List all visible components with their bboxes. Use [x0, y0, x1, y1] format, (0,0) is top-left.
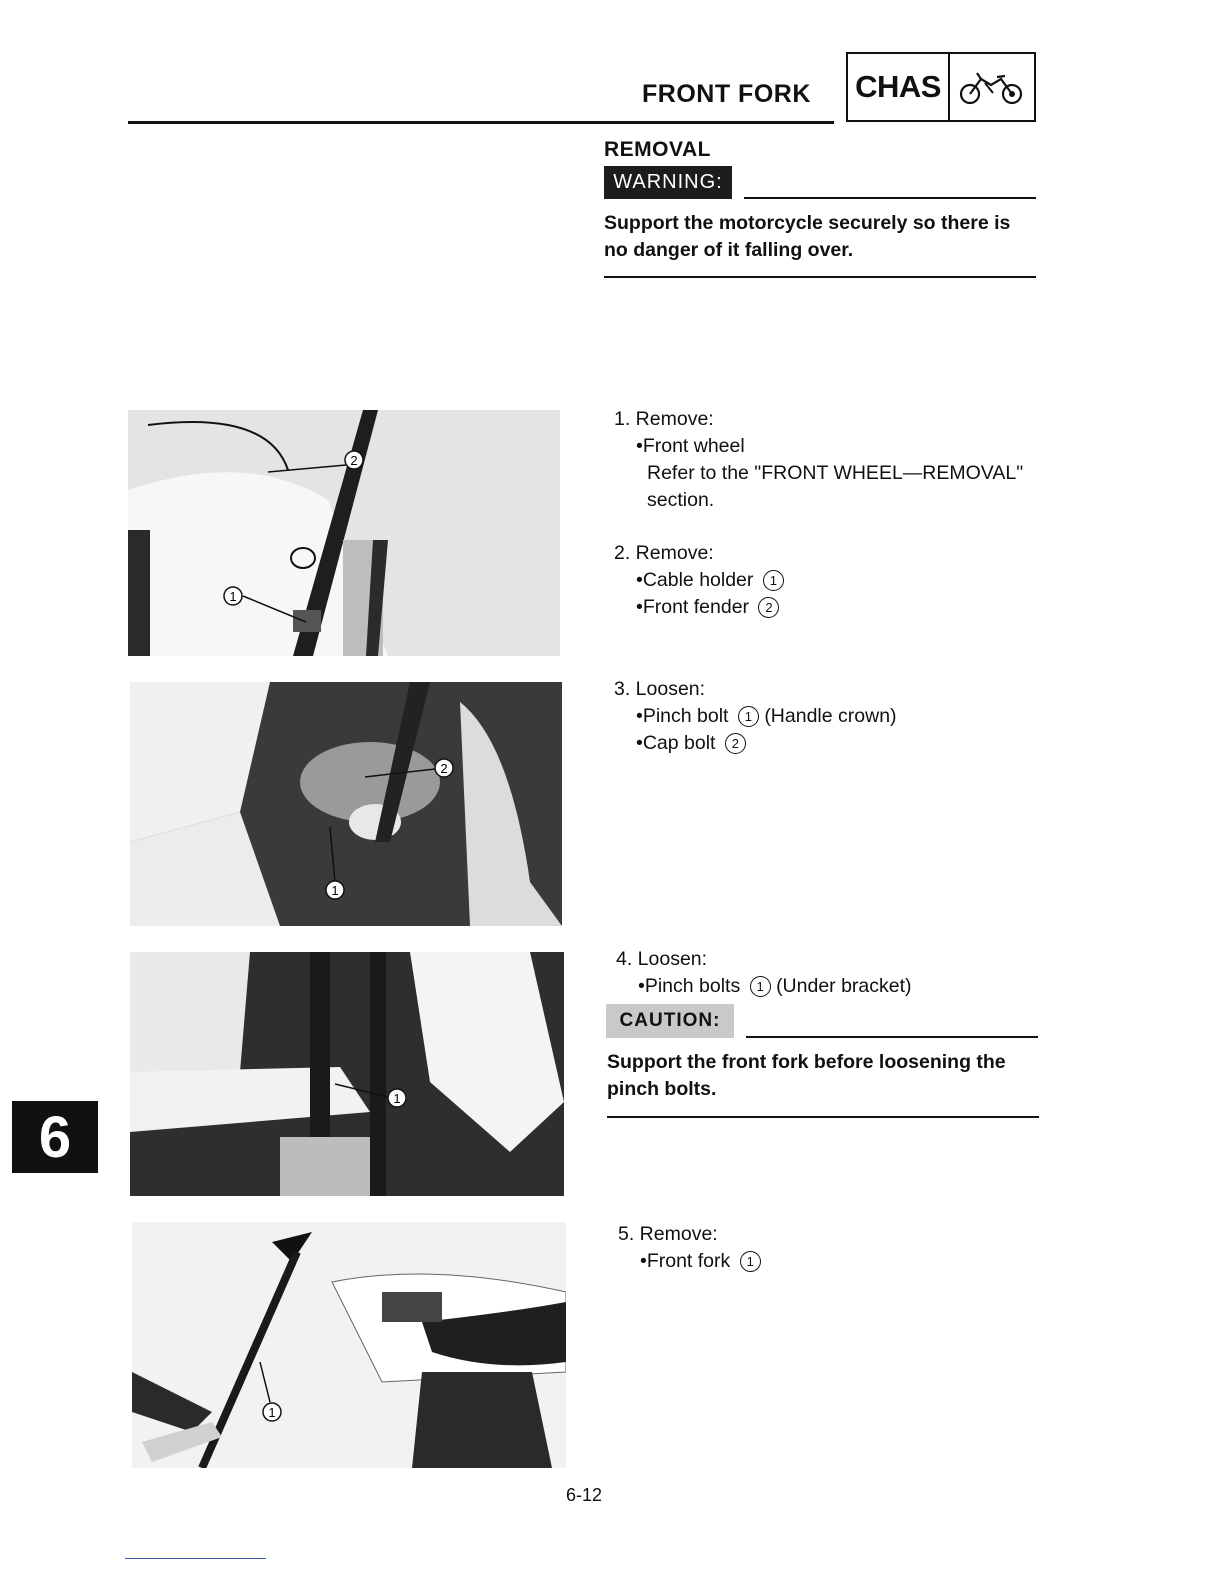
step-5-item-1-label: •Front fork [640, 1250, 731, 1272]
caution-badge: CAUTION: [606, 1004, 734, 1038]
footer-rule [125, 1558, 266, 1559]
step-1-note-1: Refer to the "FRONT WHEEL—REMOVAL" [647, 462, 1024, 484]
step-3 [614, 676, 1044, 757]
warning-text [604, 210, 1044, 264]
step-3-item-2-ref: 2 [725, 733, 746, 754]
warning-line-2: no danger of it falling over. [604, 239, 854, 261]
step-2-title: 2. Remove: [614, 542, 714, 564]
step-5 [618, 1221, 1048, 1275]
chapter-tab: 6 [12, 1101, 98, 1173]
step-4-item-1-ref: 1 [750, 976, 771, 997]
page-title: FRONT FORK [642, 80, 811, 108]
step-5-item-1-ref: 1 [740, 1251, 761, 1272]
photo-front-fork-removal [132, 1222, 566, 1468]
step-2-item-1-ref: 1 [763, 570, 784, 591]
caution-rule [746, 1036, 1038, 1038]
step-4-item-1 [616, 973, 1046, 1000]
step-5-title: 5. Remove: [618, 1223, 718, 1245]
header-rule [128, 121, 834, 124]
step-2-item-2-label: •Front fender [636, 596, 750, 618]
photo1-callout-1: 1 [229, 589, 237, 604]
page-number: 6-12 [566, 1485, 603, 1505]
step-1-note-2: section. [647, 489, 715, 511]
section-heading: REMOVAL [604, 138, 711, 161]
step-4-item-1-label: •Pinch bolts [638, 975, 741, 997]
photo-front-fender [128, 410, 560, 656]
step-3-item-2-label: •Cap bolt [636, 732, 716, 754]
step-5-item-1 [618, 1248, 1048, 1275]
caution-line-2: pinch bolts. [607, 1078, 717, 1100]
step-3-title: 3. Loosen: [614, 678, 706, 700]
photo2-callout-1: 1 [331, 883, 339, 898]
warning-line-1: Support the motorcycle securely so there is [604, 212, 1011, 234]
step-3-item-1 [614, 703, 1044, 730]
step-1 [614, 406, 1044, 514]
step-2-item-2 [614, 594, 1044, 621]
caution-text [607, 1049, 1047, 1103]
step-1-item-1: •Front wheel [636, 435, 745, 457]
step-2-item-1-label: •Cable holder [636, 569, 754, 591]
photo2-callout-2: 2 [440, 761, 448, 776]
warning-badge: WARNING: [604, 166, 732, 199]
warning-rule [744, 197, 1036, 199]
photo1-callout-2: 2 [350, 453, 358, 468]
step-4-item-1-tail: (Under bracket) [776, 975, 912, 997]
photo3-callout-1: 1 [393, 1091, 401, 1106]
step-2-item-1 [614, 567, 1044, 594]
step-3-item-1-tail: (Handle crown) [764, 705, 897, 727]
photo4-callout-1: 1 [268, 1405, 276, 1420]
photo-under-bracket [130, 952, 564, 1196]
step-3-item-1-ref: 1 [738, 706, 759, 727]
caution-line-1: Support the front fork before loosening the [607, 1051, 1006, 1073]
step-3-item-2 [614, 730, 1044, 757]
step-4 [616, 946, 1046, 1000]
warning-bottom-rule [604, 276, 1036, 278]
step-4-title: 4. Loosen: [616, 948, 708, 970]
caution-bottom-rule [607, 1116, 1039, 1118]
photo-handle-crown [130, 682, 562, 926]
step-2 [614, 540, 1044, 621]
section-tag: CHAS [848, 54, 950, 120]
motorcycle-icon [950, 54, 1034, 120]
step-3-item-1-label: •Pinch bolt [636, 705, 729, 727]
step-1-title: 1. Remove: [614, 408, 714, 430]
section-tag-box [846, 52, 1036, 122]
step-2-item-2-ref: 2 [758, 597, 779, 618]
